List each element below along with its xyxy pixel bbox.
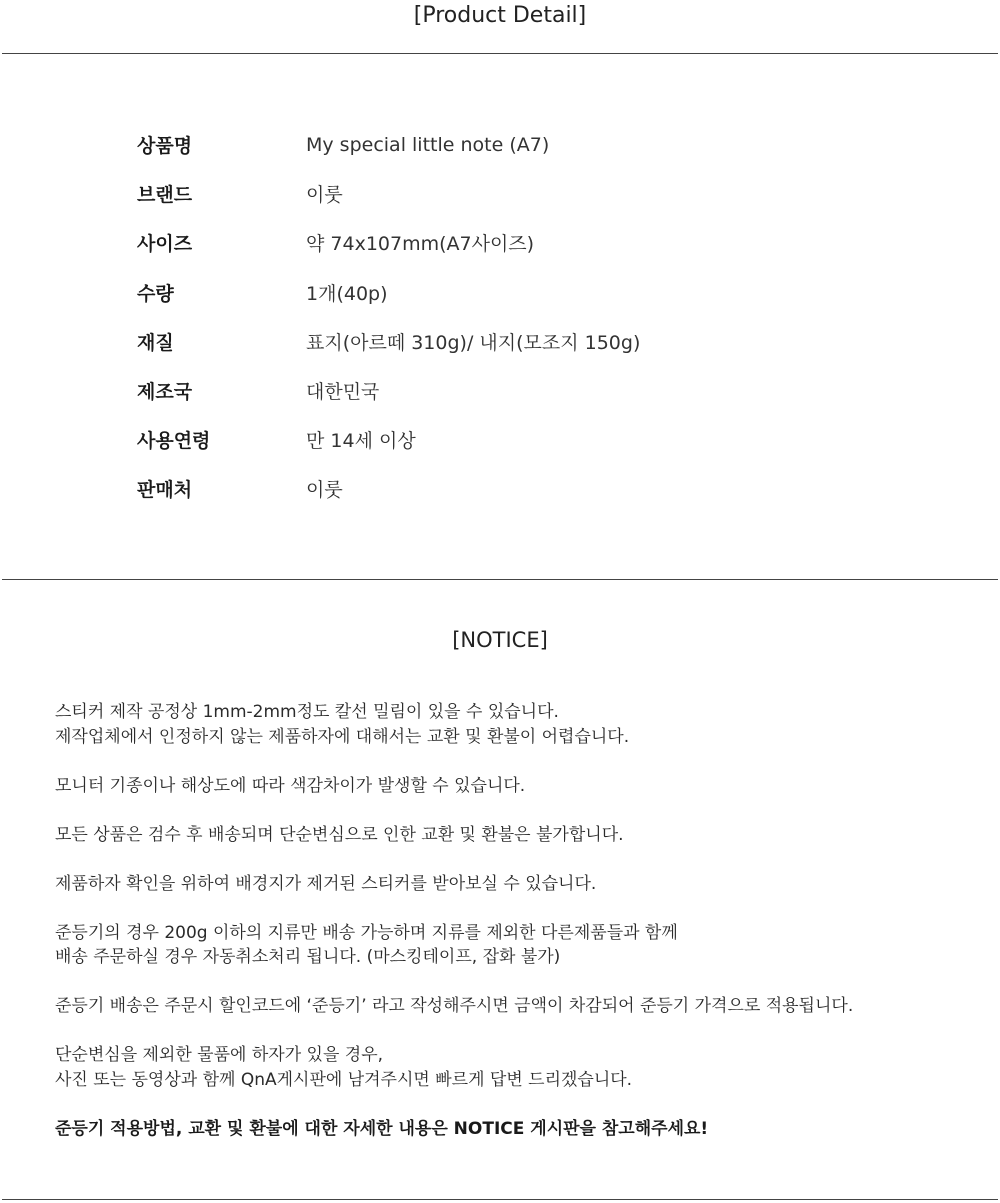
spec-label: 수량 <box>137 282 174 305</box>
spec-value: 대한민국 <box>306 381 380 404</box>
notice-line: 스티커 제작 공정상 1mm-2mm정도 칼선 밀림이 있을 수 있습니다. <box>55 702 559 722</box>
spec-row-seller <box>137 464 857 513</box>
divider-middle <box>2 579 998 580</box>
notice-paragraph <box>55 921 985 970</box>
notice-line: 모든 상품은 검수 후 배송되며 단순변심으로 인한 교환 및 환불은 불가합니다. <box>55 824 624 845</box>
spec-label: 사용연령 <box>137 430 211 453</box>
spec-row-quantity <box>137 268 857 317</box>
notice-paragraph <box>55 872 985 897</box>
notice-line: 준등기 배송은 주문시 할인코드에 ‘준등기’ 라고 작성해주시면 금액이 차감되어 준등기 가격으로 적용됩니다. <box>55 996 854 1016</box>
spec-table <box>137 120 857 514</box>
spec-row-product-name <box>137 120 857 169</box>
notice-line: 제품하자 확인을 위하여 배경지가 제거된 스티커를 받아보실 수 있습니다. <box>55 873 597 894</box>
notice-paragraph <box>55 700 985 749</box>
spec-label: 제조국 <box>137 381 193 404</box>
notice-line: 제작업체에서 인정하지 않는 제품하자에 대해서는 교환 및 환불이 어렵습니다. <box>55 726 630 747</box>
divider-bottom <box>2 1199 998 1200</box>
spec-row-material <box>137 317 857 366</box>
notice-line: 모니터 기종이나 해상도에 따라 색감차이가 발생할 수 있습니다. <box>55 775 526 796</box>
spec-row-size <box>137 218 857 267</box>
notice-line: 단순변심을 제외한 물품에 하자가 있을 경우, <box>55 1045 384 1065</box>
spec-value: 표지(아르떼 310g)/ 내지(모조지 150g) <box>306 331 641 354</box>
spec-label: 브랜드 <box>137 184 193 207</box>
notice-line: 준등기의 경우 200g 이하의 지류만 배송 가능하며 지류를 제외한 다른제품들과 함께 <box>55 922 678 943</box>
notice-paragraph <box>55 823 985 848</box>
notice-body <box>55 700 985 1141</box>
notice-paragraph <box>55 774 985 799</box>
notice-final-text: 준등기 적용방법, 교환 및 환불에 대한 자세한 내용은 NOTICE 게시판을 참고해주세요! <box>55 1118 709 1139</box>
notice-line: 사진 또는 동영상과 함께 QnA게시판에 남겨주시면 빠르게 답변 드리겠습니다. <box>55 1069 633 1090</box>
spec-value: 약 74x107mm(A7사이즈) <box>306 233 535 256</box>
spec-value: My special little note (A7) <box>306 133 550 156</box>
spec-label: 사이즈 <box>137 233 193 256</box>
notice-title: [NOTICE] <box>452 628 548 652</box>
spec-value: 1개(40p) <box>306 282 388 305</box>
spec-label: 상품명 <box>137 135 193 158</box>
notice-line: 배송 주문하실 경우 자동취소처리 됩니다. (마스킹테이프, 잡화 불가) <box>55 947 561 967</box>
spec-value: 이룻 <box>306 479 343 502</box>
spec-row-country <box>137 366 857 415</box>
spec-row-brand <box>137 169 857 218</box>
spec-label: 판매처 <box>137 479 193 502</box>
spec-label: 재질 <box>137 331 174 354</box>
product-detail-title: [Product Detail] <box>413 3 587 28</box>
spec-row-age <box>137 415 857 464</box>
divider-top <box>2 53 998 54</box>
notice-paragraph <box>55 994 985 1019</box>
spec-value: 이룻 <box>306 184 343 207</box>
spec-value: 만 14세 이상 <box>306 430 416 453</box>
notice-paragraph <box>55 1043 985 1092</box>
